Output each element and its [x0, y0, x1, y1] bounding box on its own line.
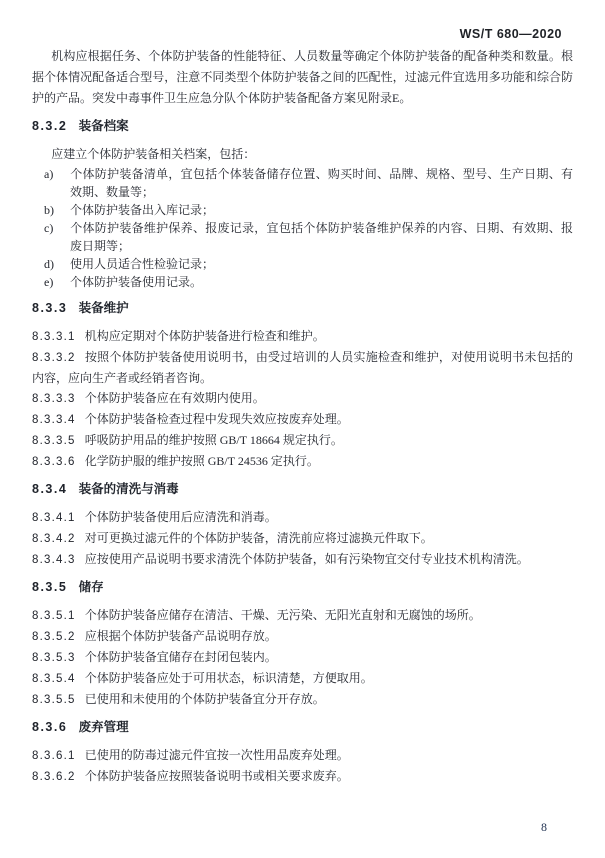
list-item-text: 个体防护装备出入库记录；	[70, 203, 215, 217]
clause	[32, 528, 573, 549]
clause-number: 8.3.6.1	[32, 750, 76, 762]
clause	[32, 430, 573, 451]
list-item	[44, 219, 573, 255]
list-marker: e)	[44, 275, 54, 289]
page-number: 8	[541, 820, 547, 834]
clause-text: 已使用和未使用的个体防护装备宜分开存放。	[84, 692, 325, 706]
heading-title: 储存	[78, 580, 104, 594]
clause	[32, 605, 573, 626]
clause-number: 8.3.5.1	[32, 610, 76, 622]
list-item	[44, 273, 573, 291]
heading-number: 8.3.5	[32, 580, 68, 594]
list-item-text: 使用人员适合性检验记录；	[70, 257, 215, 271]
clause-number: 8.3.3.6	[32, 456, 76, 468]
doc-code: WS/T 680—2020	[459, 27, 562, 41]
clause-number: 8.3.3.1	[32, 331, 76, 343]
section-heading	[32, 118, 573, 134]
clause-number: 8.3.5.3	[32, 652, 76, 664]
clause-text: 个体防护装备应储存在清洁、干燥、无污染、无阳光直射和无腐蚀的场所。	[84, 608, 481, 622]
heading-title: 装备维护	[78, 301, 129, 315]
clause-text: 个体防护装备应按照装备说明书或相关要求废弃。	[84, 769, 349, 783]
clause	[32, 347, 573, 388]
clause-text: 对可更换过滤元件的个体防护装备，清洗前应将过滤换元件取下。	[84, 531, 433, 545]
clause-text: 机构应定期对个体防护装备进行检查和维护。	[84, 329, 325, 343]
clause	[32, 549, 573, 570]
list-item-text: 个体防护装备使用记录。	[70, 275, 203, 289]
list-item	[44, 201, 573, 219]
clause-number: 8.3.6.2	[32, 771, 76, 783]
clause	[32, 409, 573, 430]
clause-number: 8.3.3.5	[32, 435, 76, 447]
clause	[32, 668, 573, 689]
clause	[32, 745, 573, 766]
clause-text: 个体防护装备应处于可用状态，标识清楚，方便取用。	[84, 671, 373, 685]
heading-number: 8.3.3	[32, 301, 68, 315]
section-heading	[32, 719, 573, 735]
clause-number: 8.3.3.4	[32, 414, 76, 426]
clause	[32, 388, 573, 409]
list-marker: d)	[44, 257, 54, 271]
heading-number: 8.3.4	[32, 482, 68, 496]
heading-title: 装备档案	[78, 119, 129, 133]
section-heading	[32, 300, 573, 316]
ordered-list	[44, 165, 573, 291]
clause	[32, 689, 573, 710]
clause-text: 呼吸防护用品的维护按照 GB/T 18664 规定执行。	[84, 433, 343, 447]
clause-text: 个体防护装备宜储存在封闭包装内。	[84, 650, 277, 664]
clause-text: 已使用的防毒过滤元件宜按一次性用品废弃处理。	[84, 748, 349, 762]
clause	[32, 451, 573, 472]
document-body	[32, 46, 573, 787]
clause	[32, 766, 573, 787]
clause-text: 按照个体防护装备使用说明书，由受过培训的人员实施检查和维护，对使用说明书未包括的内容，应向生产者或经销者咨询。	[32, 350, 573, 385]
list-item-text: 个体防护装备清单，宜包括个体装备储存位置、购买时间、品牌、规格、型号、生产日期、有效期、数量等；	[70, 167, 573, 199]
heading-number: 8.3.6	[32, 720, 68, 734]
list-marker: c)	[44, 221, 54, 235]
paragraph: 应建立个体防护装备相关档案，包括：	[51, 147, 256, 161]
list-item	[44, 255, 573, 273]
section-heading	[32, 579, 573, 595]
clause-number: 8.3.4.2	[32, 533, 76, 545]
clause	[32, 326, 573, 347]
heading-number: 8.3.2	[32, 119, 68, 133]
clause-number: 8.3.5.5	[32, 694, 76, 706]
list-item	[44, 165, 573, 201]
paragraph: 机构应根据任务、个体防护装备的性能特征、人员数量等确定个体防护装备的配备种类和数量。根据个体情况配备适合型号，注意不同类型个体防护装备之间的匹配性，过滤元件宜选用多功能和综合防护的产品。突发中毒事件卫生应急分队个体防护装备配备方案见附录E。	[32, 49, 573, 105]
clause	[32, 507, 573, 528]
clause-number: 8.3.4.1	[32, 512, 76, 524]
clause-text: 个体防护装备应在有效期内使用。	[84, 391, 265, 405]
clause-number: 8.3.5.2	[32, 631, 76, 643]
heading-title: 装备的清洗与消毒	[78, 482, 179, 496]
clause-number: 8.3.5.4	[32, 673, 76, 685]
heading-title: 废弃管理	[78, 720, 129, 734]
list-marker: a)	[44, 167, 54, 181]
list-marker: b)	[44, 203, 54, 217]
clause-text: 个体防护装备检查过程中发现失效应按废弃处理。	[84, 412, 349, 426]
clause-text: 化学防护服的维护按照 GB/T 24536 定执行。	[84, 454, 319, 468]
clause	[32, 626, 573, 647]
section-heading	[32, 481, 573, 497]
clause-text: 个体防护装备使用后应清洗和消毒。	[84, 510, 277, 524]
clause	[32, 647, 573, 668]
clause-number: 8.3.3.3	[32, 393, 76, 405]
list-item-text: 个体防护装备维护保养、报废记录，宜包括个体防护装备维护保养的内容、日期、有效期、报废日期等；	[70, 221, 573, 253]
clause-number: 8.3.3.2	[32, 352, 76, 364]
clause-number: 8.3.4.3	[32, 554, 76, 566]
clause-text: 应按使用产品说明书要求清洗个体防护装备，如有污染物宜交付专业技术机构清洗。	[84, 552, 529, 566]
clause-text: 应根据个体防护装备产品说明存放。	[84, 629, 277, 643]
